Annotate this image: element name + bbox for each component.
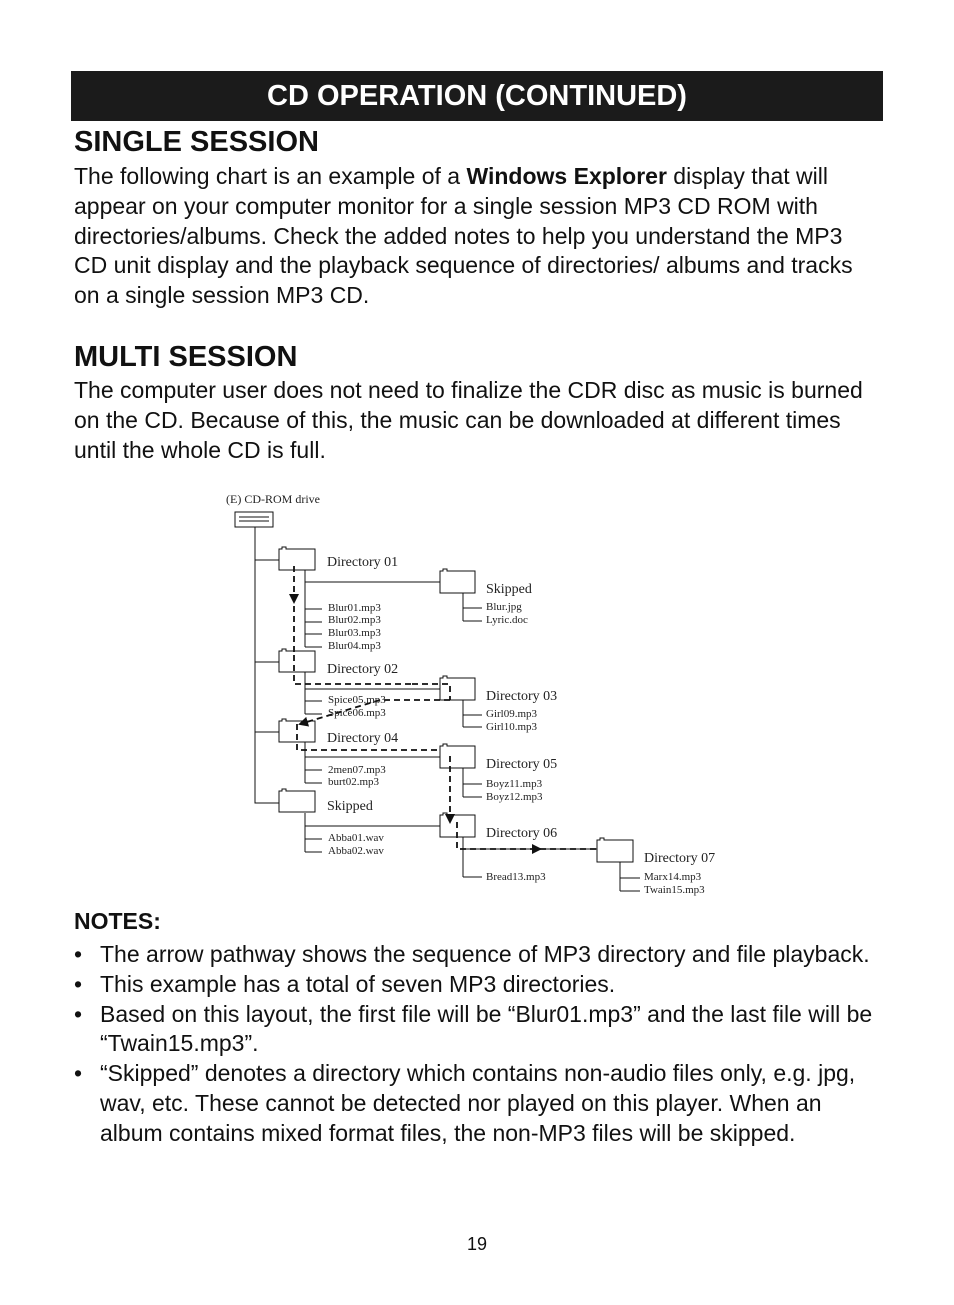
- folder-label-skipped-2: Skipped: [327, 799, 373, 814]
- file-label: Abba02.wav: [328, 845, 384, 857]
- file-label: Twain15.mp3: [644, 884, 705, 896]
- folder-icon-skipped-2: [279, 789, 315, 812]
- note-item: [74, 970, 874, 1000]
- single-session-heading: SINGLE SESSION: [74, 126, 319, 158]
- bullet-icon: •: [74, 1060, 83, 1087]
- file-label: Blur03.mp3: [328, 627, 381, 639]
- folder-label-directory-05: Directory 05: [486, 757, 558, 772]
- cd-rom-drive-icon: [235, 512, 273, 527]
- folder-label-directory-07: Directory 07: [644, 851, 716, 866]
- folder-label-directory-02: Directory 02: [327, 662, 399, 677]
- note-item: [74, 1059, 874, 1148]
- file-label: 2men07.mp3: [328, 764, 386, 776]
- multi-session-heading: MULTI SESSION: [74, 341, 298, 373]
- note-text: “Skipped” denotes a directory which contains non-audio files only, e.g. jpg, wav, etc. These cannot be detected nor played on this player. When an album contains mixed format files, the non-MP3 files will be skipped.: [100, 1060, 856, 1146]
- page-number: 19: [466, 1234, 488, 1254]
- file-label: Blur01.mp3: [328, 602, 381, 614]
- single-session-paragraph: [74, 162, 874, 311]
- directory-tree-diagram: [0, 480, 954, 910]
- cd-rom-drive-label: (E) CD-ROM drive: [226, 492, 320, 506]
- note-text: Based on this layout, the first file will be “Blur01.mp3” and the last file will be “Twain15.mp3”.: [100, 1000, 873, 1057]
- folder-label-directory-04: Directory 04: [327, 731, 399, 746]
- file-label: Marx14.mp3: [644, 871, 702, 883]
- bullet-icon: •: [74, 970, 83, 997]
- file-label: Bread13.mp3: [486, 871, 546, 883]
- file-label: Girl09.mp3: [486, 708, 538, 720]
- folder-icon-directory-07: [597, 838, 633, 862]
- note-item: [74, 1000, 874, 1060]
- file-label: Girl10.mp3: [486, 721, 538, 733]
- folder-icon-directory-02: [279, 649, 315, 672]
- multi-session-paragraph: The computer user does not need to finalize the CDR disc as music is burned on the CD. Because of this, the music can be downloaded at different times until the whole CD is full.: [74, 377, 863, 463]
- file-label: Spice05.mp3: [328, 694, 386, 706]
- note-text: The arrow pathway shows the sequence of MP3 directory and file playback.: [100, 941, 870, 967]
- folder-icon-skipped-1: [440, 569, 475, 593]
- file-label: Blur02.mp3: [328, 614, 381, 626]
- file-label: Spice06.mp3: [328, 707, 386, 719]
- notes-heading: NOTES:: [74, 908, 161, 934]
- folder-label-directory-06: Directory 06: [486, 826, 558, 841]
- bullet-icon: •: [74, 1000, 83, 1027]
- notes-list: [74, 940, 874, 1149]
- folder-icon-directory-05: [440, 744, 475, 768]
- file-label: burt02.mp3: [328, 776, 380, 788]
- file-label: Boyz11.mp3: [486, 778, 543, 790]
- file-label: Blur04.mp3: [328, 640, 381, 652]
- folder-icon-directory-01: [279, 547, 315, 570]
- file-label: Lyric.doc: [486, 614, 528, 626]
- single-session-text-start: The following chart is an example of a: [74, 163, 467, 189]
- section-banner: CD OPERATION (CONTINUED): [71, 71, 883, 121]
- folder-label-directory-03: Directory 03: [486, 689, 558, 704]
- note-text: This example has a total of seven MP3 directories.: [100, 970, 616, 997]
- windows-explorer-term: Windows Explorer: [466, 163, 667, 189]
- single-session-text-end: display that will appear on your computer monitor for a single session MP3 CD ROM with directories/albums. Check the added notes to help you understand the MP3 CD unit display and the playback sequence of directories/ albums and tracks on a single session MP3 CD.: [74, 163, 853, 309]
- folder-icon-directory-03: [440, 676, 475, 700]
- file-label: Blur.jpg: [486, 601, 522, 613]
- bullet-icon: •: [74, 941, 83, 967]
- file-label: Boyz12.mp3: [486, 791, 543, 803]
- folder-label-skipped-1: Skipped: [486, 582, 532, 597]
- folder-label-directory-01: Directory 01: [327, 555, 399, 570]
- file-label: Abba01.wav: [328, 832, 384, 844]
- note-item: [74, 940, 874, 970]
